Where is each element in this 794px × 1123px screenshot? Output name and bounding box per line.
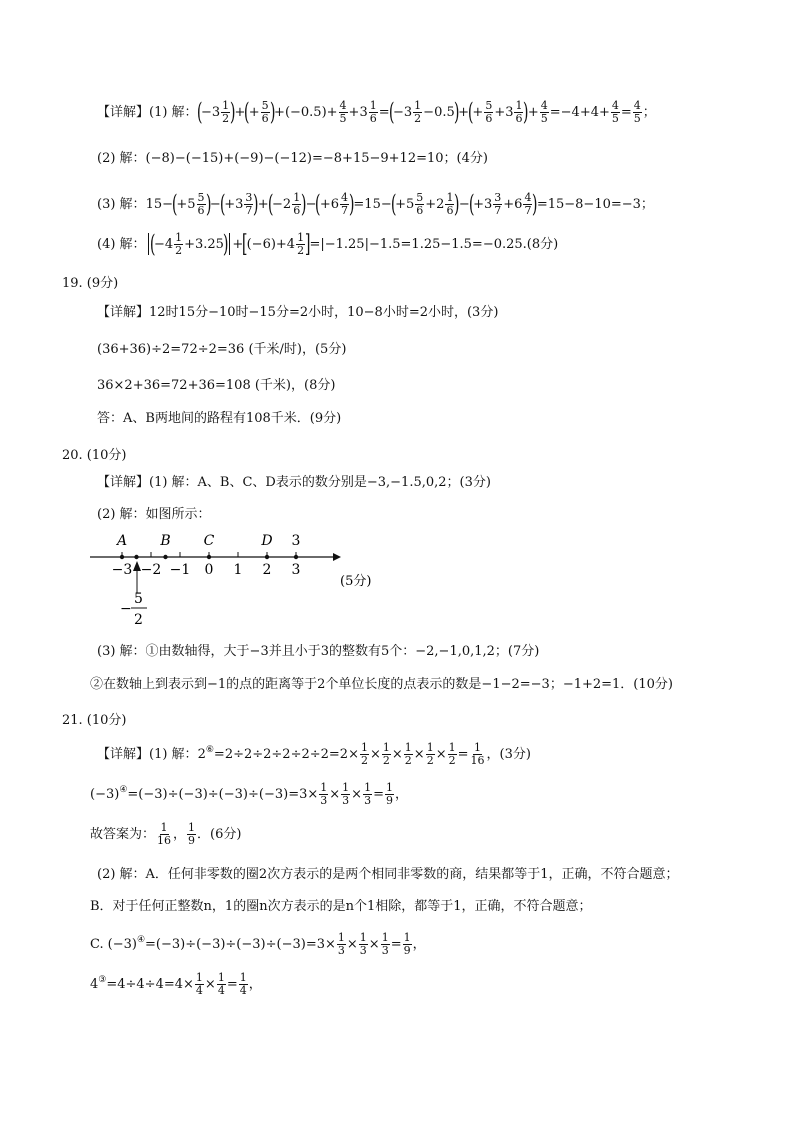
point-label: B xyxy=(160,533,171,549)
number-line-figure xyxy=(88,525,418,635)
number-line-point-minus-five-halves xyxy=(134,555,138,559)
q21-line-7 xyxy=(90,972,262,996)
q21-line-3-score: ．(6分) xyxy=(197,826,242,842)
q21-line-3-expr: $\frac{1}{16}$ ， $\frac{1}{9}$ xyxy=(157,821,196,847)
q18-line-4-expr: ( −4 $\frac{1}{2}$ +3.25 ) + [ (−6)+4 $\frac{1}{2}$ ] xyxy=(149,230,311,259)
q21-line-7-tail: ， xyxy=(248,976,262,992)
tick-label: 3 xyxy=(291,562,301,578)
q21-line-2-expr: (−3) ④ =(−3)÷(−3)÷(−3)÷(−3)=3× $\frac{1}{3}$ × $\frac{1}{3}$ × $\frac{1}{3}$ = $\frac{1}{9}$ xyxy=(90,781,393,807)
q19-line-1: 【详解】12时15分−10时−15分=2小时，10−8小时=2小时，(3分) xyxy=(97,305,499,320)
q18-line-3-expr: 15− ( +5 $\frac{5}{6}$ ) − ( +3 $\frac{3}{7}$ ) + ( −2 $\frac{1}{6}$ ) − ( +6 $\frac{4}{7}$ ) =15− ( +5 $\frac{5}{6}$ +2 $\frac{1}{6}$ ) − ( +3 $\frac{3}{7}$ +6 $\frac{4}{7}$ ) =15−8−10=−3； xyxy=(145,190,654,219)
figure-score: (5分) xyxy=(340,574,372,589)
q21-number: 21. (10分) xyxy=(62,713,127,728)
number-line-point xyxy=(207,555,211,559)
number-line-point xyxy=(163,555,167,559)
q21-line-1-head: 【详解】(1) 解： xyxy=(97,746,198,762)
q18-line-3 xyxy=(97,190,654,219)
q18-line-3-head: (3) 解： xyxy=(97,196,146,212)
q18-line-4-tail: =|−1.25|−1.5=1.25−1.5=−0.25.(8分) xyxy=(309,236,559,252)
axis-arrow-head xyxy=(333,553,341,561)
tick-label: 1 xyxy=(233,562,243,578)
q21-line-1-score: ，(3分) xyxy=(486,746,531,762)
point-group xyxy=(115,533,301,559)
q18-line-2-text: (2) 解：(−8)−(−15)+(−9)−(−12)=−8+15−9+12=10；(4分) xyxy=(97,151,488,166)
point-label: 3 xyxy=(291,533,301,549)
q20-line-3: (3) 解：①由数轴得，大于−3并且小于3的整数有5个：−2,−1,0,1,2；(7分) xyxy=(97,644,540,659)
tick-label: −2 xyxy=(140,562,162,578)
q21-line-6-head: C. xyxy=(90,936,104,952)
q21-line-1 xyxy=(97,742,531,766)
q21-line-4: (2) 解：A．任何非零数的圈2次方表示的是两个相同非零数的商，结果都等于1，正确，不符合题意； xyxy=(97,867,679,882)
point-label: C xyxy=(203,533,215,549)
tick-label: 0 xyxy=(204,562,214,578)
number-line-point xyxy=(265,555,269,559)
number-line-point xyxy=(120,555,124,559)
q19-line-3: 36×2+36=72+36=108 (千米)，(8分) xyxy=(97,378,336,393)
point-label: A xyxy=(116,533,128,549)
q21-line-1-expr: 2 ⑥ =2÷2÷2÷2÷2÷2=2× $\frac{1}{2}$ × $\frac{1}{2}$ × $\frac{1}{2}$ × $\frac{1}{2}$ × $\frac{1}{2}$ = $\frac{1}{16}$ xyxy=(197,741,485,767)
point-label: D xyxy=(261,533,273,549)
q19-number: 19. (9分) xyxy=(62,276,119,291)
arrow-label-denominator: 2 xyxy=(134,612,143,628)
number-line-point xyxy=(294,555,298,559)
q19-line-2: (36+36)÷2=72÷2=36 (千米/时)，(5分) xyxy=(97,342,347,357)
q18-line-4 xyxy=(97,230,559,259)
tick-label: 2 xyxy=(262,562,272,578)
q18-line-4-head: (4) 解： xyxy=(97,236,146,252)
tick-label: −1 xyxy=(169,562,191,578)
q21-line-3 xyxy=(90,822,241,846)
arrow-label-numerator: 5 xyxy=(134,591,143,607)
q18-line-1-expr: ( −3 $\frac{1}{2}$ ) + ( + $\frac{5}{6}$ ) +(−0.5)+ $\frac{4}{5}$ +3 $\frac{1}{6}$ = ( −3 $\frac{1}{2}$ −0.5 ) + ( + $\frac{5}{6}$ +3 $\frac{1}{6}$ ) + $\frac{4}{5}$ =−4+4+ $\frac{4}{5}$ = $\frac{4}{5}$ ； xyxy=(196,98,656,127)
q21-line-3-head: 故答案为： xyxy=(90,826,156,842)
tick-label: −3 xyxy=(111,562,133,578)
q20-line-1: 【详解】(1) 解：A、B、C、D表示的数分别是−3,−1.5,0,2；(3分) xyxy=(97,475,491,490)
q20-line-4: ②在数轴上到表示到−1的点的距离等于2个单位长度的点表示的数是−1−2=−3；−1+2=1．(10分) xyxy=(90,677,673,692)
q20-line-2: (2) 解：如图所示： xyxy=(97,507,211,522)
q18-line-1-head: 【详解】(1) 解： xyxy=(97,104,198,120)
q18-line-1 xyxy=(97,98,656,127)
q21-line-5: B．对于任何正整数n，1的圈n次方表示的是n个1相除，都等于1，正确，不符合题意； xyxy=(90,899,592,914)
q19-line-4: 答：A、B两地间的路程有108千米．(9分) xyxy=(97,411,342,426)
arrow-label-sign: − xyxy=(120,601,132,617)
q21-line-6-expr: (−3) ④ =(−3)÷(−3)÷(−3)÷(−3)=3× $\frac{1}{3}$ × $\frac{1}{3}$ × $\frac{1}{3}$ = $\frac{1}{9}$ ， xyxy=(107,931,426,957)
q20-number: 20. (10分) xyxy=(62,448,127,463)
q18-line-2 xyxy=(97,152,488,165)
q21-line-2 xyxy=(90,782,408,806)
q21-line-2-score: ， xyxy=(394,786,408,802)
q21-line-7-expr: 4 ③ =4÷4÷4=4× $\frac{1}{4}$ × $\frac{1}{4}$ = $\frac{1}{4}$ xyxy=(90,971,247,997)
q21-line-6 xyxy=(90,932,426,956)
tick-group xyxy=(112,552,301,578)
